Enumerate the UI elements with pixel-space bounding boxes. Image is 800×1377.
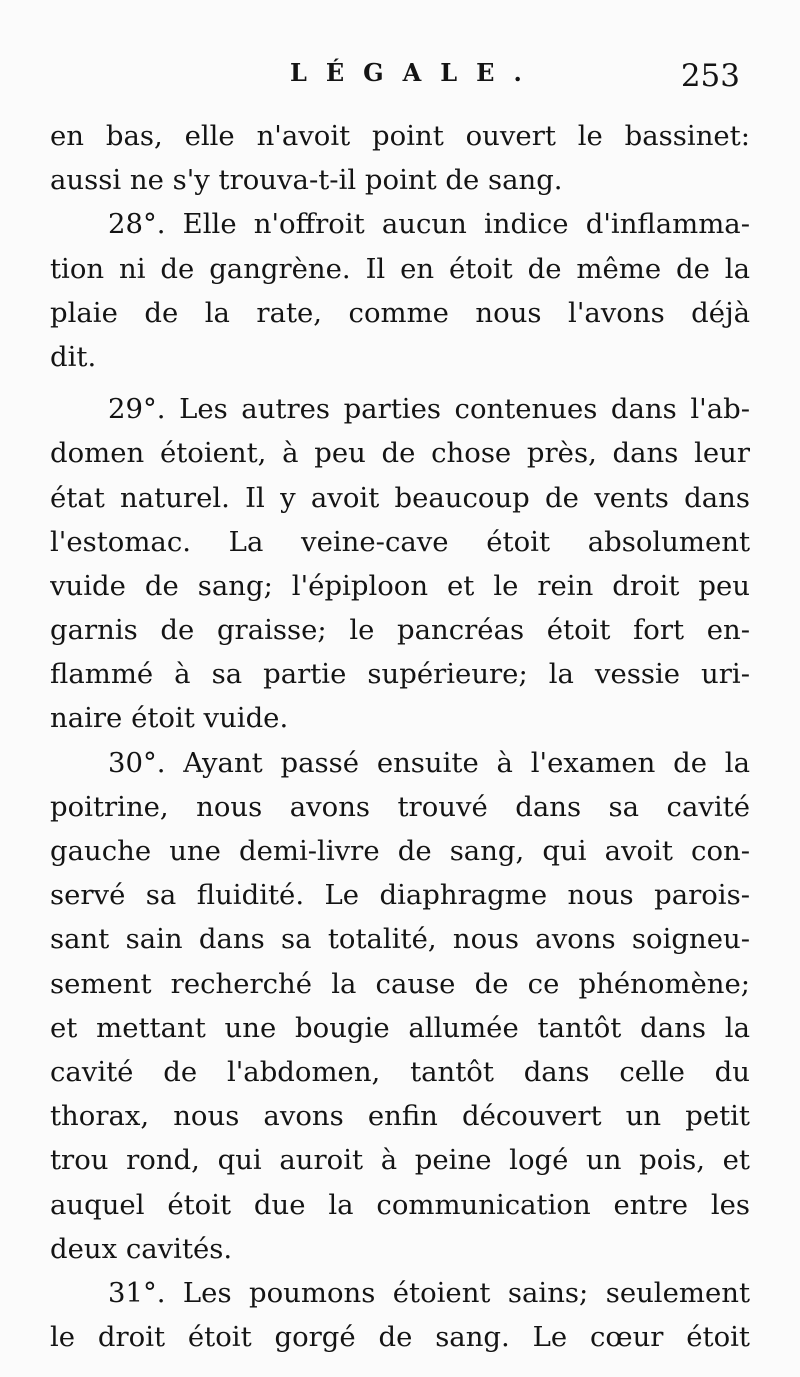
text-line: poitrine, nous avons trouvé dans sa cavité	[50, 790, 750, 823]
text-line: sement recherché la cause de ce phénomène;	[50, 967, 750, 1000]
text-line: 28°. Elle n'offroit aucun indice d'inflamma-	[108, 208, 750, 241]
text-line: servé sa fluidité. Le diaphragme nous parois-	[50, 879, 750, 912]
running-title: LÉGALE.	[290, 58, 541, 87]
text-line: état naturel. Il y avoit beaucoup de vents dans	[50, 481, 750, 514]
text-line: deux cavités.	[50, 1232, 233, 1265]
text-line: en bas, elle n'avoit point ouvert le bassinet:	[50, 120, 750, 152]
paragraph-gap	[50, 379, 750, 387]
text-line: plaie de la rate, comme nous l'avons déjà	[50, 296, 750, 329]
text-line: et mettant une bougie allumée tantôt dans la	[50, 1011, 750, 1044]
text-line: cavité de l'abdomen, tantôt dans celle du	[50, 1055, 750, 1088]
text-line: garnis de graisse; le pancréas étoit fort en-	[50, 614, 750, 647]
text-line: dit.	[50, 340, 97, 373]
page-number: 253	[680, 58, 740, 94]
text-line: le droit étoit gorgé de sang. Le cœur étoit	[50, 1321, 750, 1354]
text-line: thorax, nous avons enfin découvert un petit	[50, 1100, 750, 1133]
text-line: vuide de sang; l'épiploon et le rein droit peu	[50, 569, 750, 602]
text-line: domen étoient, à peu de chose près, dans leur	[50, 437, 750, 470]
text-line: flammé à sa partie supérieure; la vessie uri-	[50, 658, 750, 691]
text-line: aussi ne s'y trouva-t-il point de sang.	[50, 164, 563, 197]
text-line: 29°. Les autres parties contenues dans l'ab-	[108, 393, 750, 426]
text-line: trou rond, qui auroit à peine logé un pois, et	[50, 1144, 750, 1177]
text-line: 30°. Ayant passé ensuite à l'examen de la	[108, 746, 750, 779]
text-line: sant sain dans sa totalité, nous avons soigneu-	[50, 923, 750, 956]
text-line: gauche une demi-livre de sang, qui avoit con-	[50, 835, 750, 867]
text-line: naire étoit vuide.	[50, 702, 289, 735]
body-text	[50, 114, 750, 1359]
text-line: 31°. Les poumons étoient sains; seulement	[108, 1276, 750, 1309]
text-line: auquel étoit due la communication entre les	[50, 1188, 750, 1221]
text-line: tion ni de gangrène. Il en étoit de même de la	[50, 252, 750, 285]
text-line: l'estomac. La veine-cave étoit absolument	[50, 525, 750, 558]
running-head	[50, 58, 740, 94]
